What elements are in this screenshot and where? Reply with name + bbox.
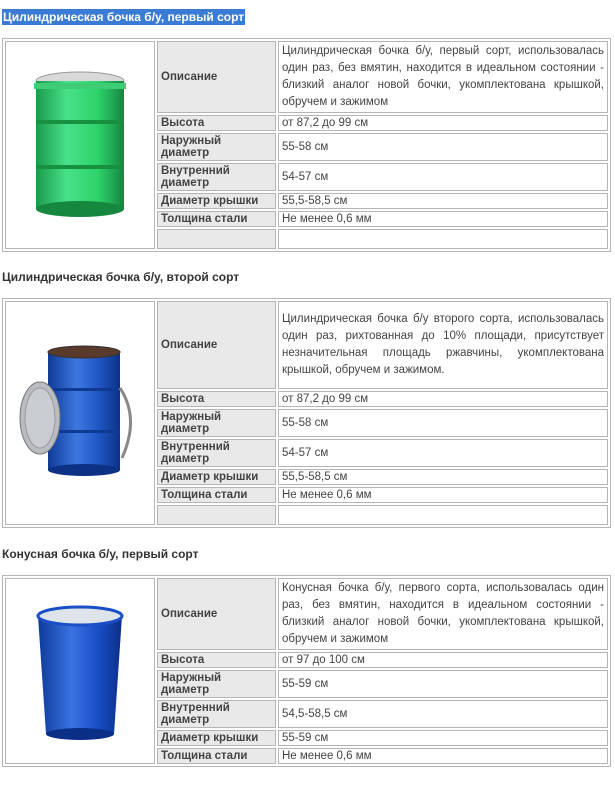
- barrel-image-3: [5, 578, 155, 764]
- label-steel-thickness: Толщина стали: [157, 487, 276, 503]
- label-inner-diameter: Внутренний диаметр: [157, 439, 276, 467]
- barrel-image-2: [5, 301, 155, 525]
- value-lid-diameter: 55,5-58,5 см: [278, 193, 608, 209]
- value-outer-diameter: 55-58 см: [278, 409, 608, 437]
- label-outer-diameter: Наружный диаметр: [157, 409, 276, 437]
- value-height: от 87,2 до 99 см: [278, 115, 608, 131]
- value-description: Конусная бочка б/у, первого сорта, использовалась один раз, без вмятин, находится в идеальном состоянии - близкий аналог новой бочки, укомплектована крышкой, обручем и зажимом: [278, 578, 608, 650]
- label-outer-diameter: Наружный диаметр: [157, 133, 276, 161]
- value-description: Цилиндрическая бочка б/у, первый сорт, использовалась один раз, без вмятин, находится в идеальном состоянии - близкий аналог новой бочки, укомплектована крышкой, обручем и зажимом: [278, 41, 608, 113]
- value-inner-diameter: 54-57 см: [278, 439, 608, 467]
- label-steel-thickness: Толщина стали: [157, 748, 276, 764]
- label-lid-diameter: Диаметр крышки: [157, 730, 276, 746]
- value-height: от 87,2 до 99 см: [278, 391, 608, 407]
- label-height: Высота: [157, 115, 276, 131]
- label-inner-diameter: Внутренний диаметр: [157, 163, 276, 191]
- value-height: от 97 до 100 см: [278, 652, 608, 668]
- value-steel-thickness: Не менее 0,6 мм: [278, 211, 608, 227]
- value-lid-diameter: 55,5-58,5 см: [278, 469, 608, 485]
- spec-table-3: [2, 575, 611, 767]
- label-lid-diameter: Диаметр крышки: [157, 193, 276, 209]
- value-inner-diameter: 54,5-58,5 см: [278, 700, 608, 728]
- green-barrel-image: [25, 65, 135, 225]
- value-steel-thickness: Не менее 0,6 мм: [278, 748, 608, 764]
- label-description: Описание: [157, 41, 276, 113]
- label-description: Описание: [157, 578, 276, 650]
- value-steel-thickness: Не менее 0,6 мм: [278, 487, 608, 503]
- empty-cell: [157, 505, 276, 525]
- empty-cell: [157, 229, 276, 249]
- spec-table-1: [2, 38, 611, 252]
- value-description: Цилиндрическая бочка б/у второго сорта, использовалась один раз, рихтованная до 10% площади, присутствует незначительная площадь ржавчины, укомплектована крышкой, обручем и зажимом.: [278, 301, 608, 389]
- blue-barrel-open-lid-image: [18, 338, 143, 488]
- blue-cone-barrel-image: [30, 596, 130, 746]
- label-steel-thickness: Толщина стали: [157, 211, 276, 227]
- section-title-1: Цилиндрическая бочка б/у, первый сорт: [3, 10, 245, 24]
- label-description: Описание: [157, 301, 276, 389]
- empty-cell: [278, 505, 608, 525]
- empty-cell: [278, 229, 608, 249]
- label-inner-diameter: Внутренний диаметр: [157, 700, 276, 728]
- value-outer-diameter: 55-59 см: [278, 670, 608, 698]
- value-lid-diameter: 55-59 см: [278, 730, 608, 746]
- spec-table-2: [2, 298, 611, 528]
- section-title-2: Цилиндрическая бочка б/у, второй сорт: [2, 270, 240, 284]
- label-lid-diameter: Диаметр крышки: [157, 469, 276, 485]
- barrel-image-1: [5, 41, 155, 249]
- section-title-3: Конусная бочка б/у, первый сорт: [2, 547, 199, 561]
- label-height: Высота: [157, 391, 276, 407]
- value-inner-diameter: 54-57 см: [278, 163, 608, 191]
- label-outer-diameter: Наружный диаметр: [157, 670, 276, 698]
- value-outer-diameter: 55-58 см: [278, 133, 608, 161]
- label-height: Высота: [157, 652, 276, 668]
